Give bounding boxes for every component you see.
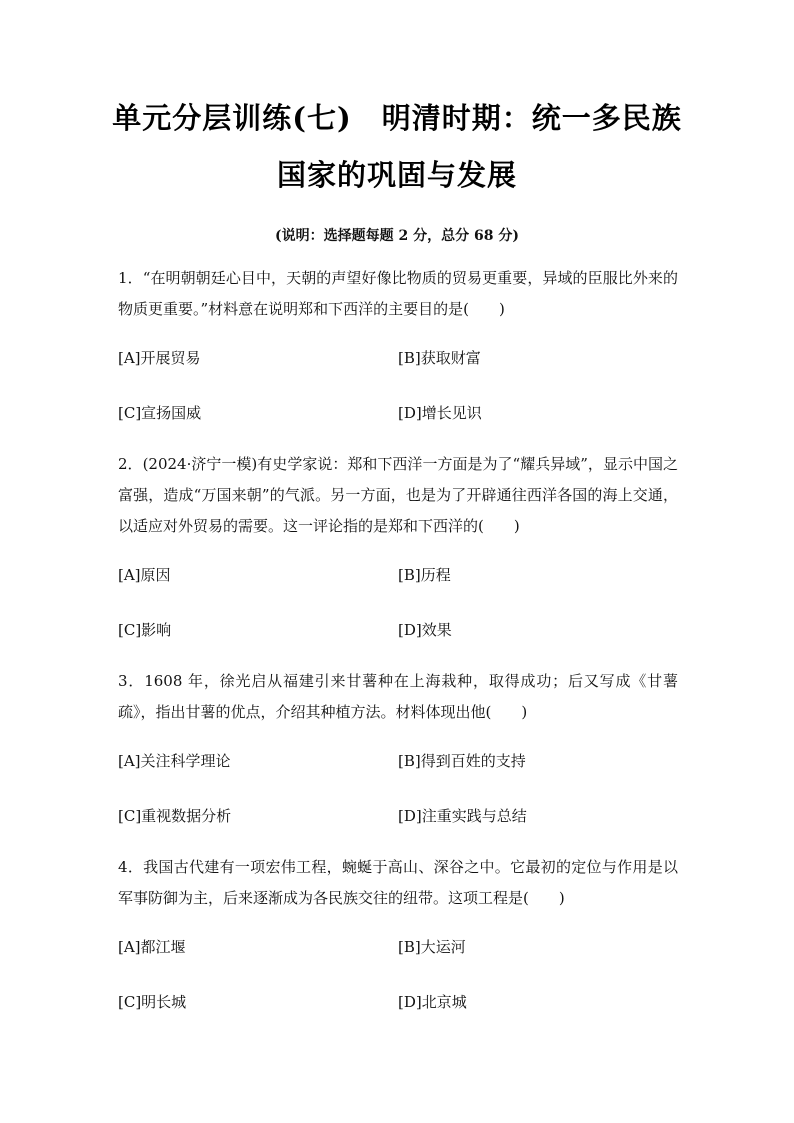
question-3-option-d: [D]注重实践与总结 xyxy=(398,807,527,825)
question-1-option-b: [B]获取财富 xyxy=(398,349,481,367)
question-1-option-a: [A]开展贸易 xyxy=(118,349,201,367)
question-4-option-d: [D]北京城 xyxy=(398,993,467,1011)
question-2-option-c: [C]影响 xyxy=(118,621,172,639)
question-4-option-c: [C]明长城 xyxy=(118,993,187,1011)
question-3-option-a: [A]关注科学理论 xyxy=(118,752,231,770)
question-4-stem: 4．我国古代建有一项宏伟工程，蜿蜒于高山、深谷之中。它最初的定位与作用是以军事防御为主，后来逐渐成为各民族交往的纽带。这项工程是( ) xyxy=(118,858,678,907)
page-title-line2: 国家的巩固与发展 xyxy=(276,158,517,192)
question-1-stem: 1．“在明朝朝廷心目中，天朝的声望好像比物质的贸易更重要，异域的臣服比外来的物质更重要。”材料意在说明郑和下西洋的主要目的是( ) xyxy=(118,269,678,318)
question-4-option-b: [B]大运河 xyxy=(398,938,466,956)
question-1-option-d: [D]增长见识 xyxy=(398,404,482,422)
question-2-option-a: [A]原因 xyxy=(118,566,171,584)
page-title: 单元分层训练(七) 明清时期：统一多民族 xyxy=(112,101,682,135)
score-note: (说明：选择题每题 2 分，总分 68 分) xyxy=(275,228,519,244)
question-2-option-b: [B]历程 xyxy=(398,566,451,584)
question-4-option-a: [A]都江堰 xyxy=(118,938,186,956)
question-2-option-d: [D]效果 xyxy=(398,621,452,639)
question-3-option-b: [B]得到百姓的支持 xyxy=(398,752,526,770)
question-3-stem: 3．1608 年，徐光启从福建引来甘薯种在上海栽种，取得成功；后又写成《甘薯疏》，指出甘薯的优点，介绍其种植方法。材料体现出他( ) xyxy=(118,672,678,721)
question-2-stem: 2．(2024·济宁一模)有史学家说：郑和下西洋一方面是为了“耀兵异域”，显示中国之富强，造成“万国来朝”的气派。另一方面，也是为了开辟通往西洋各国的海上交通，以适应对外贸易的需要。这一评论指的是郑和下西洋的( ) xyxy=(118,455,678,535)
question-3-option-c: [C]重视数据分析 xyxy=(118,807,232,825)
question-1-option-c: [C]宣扬国威 xyxy=(118,404,202,422)
